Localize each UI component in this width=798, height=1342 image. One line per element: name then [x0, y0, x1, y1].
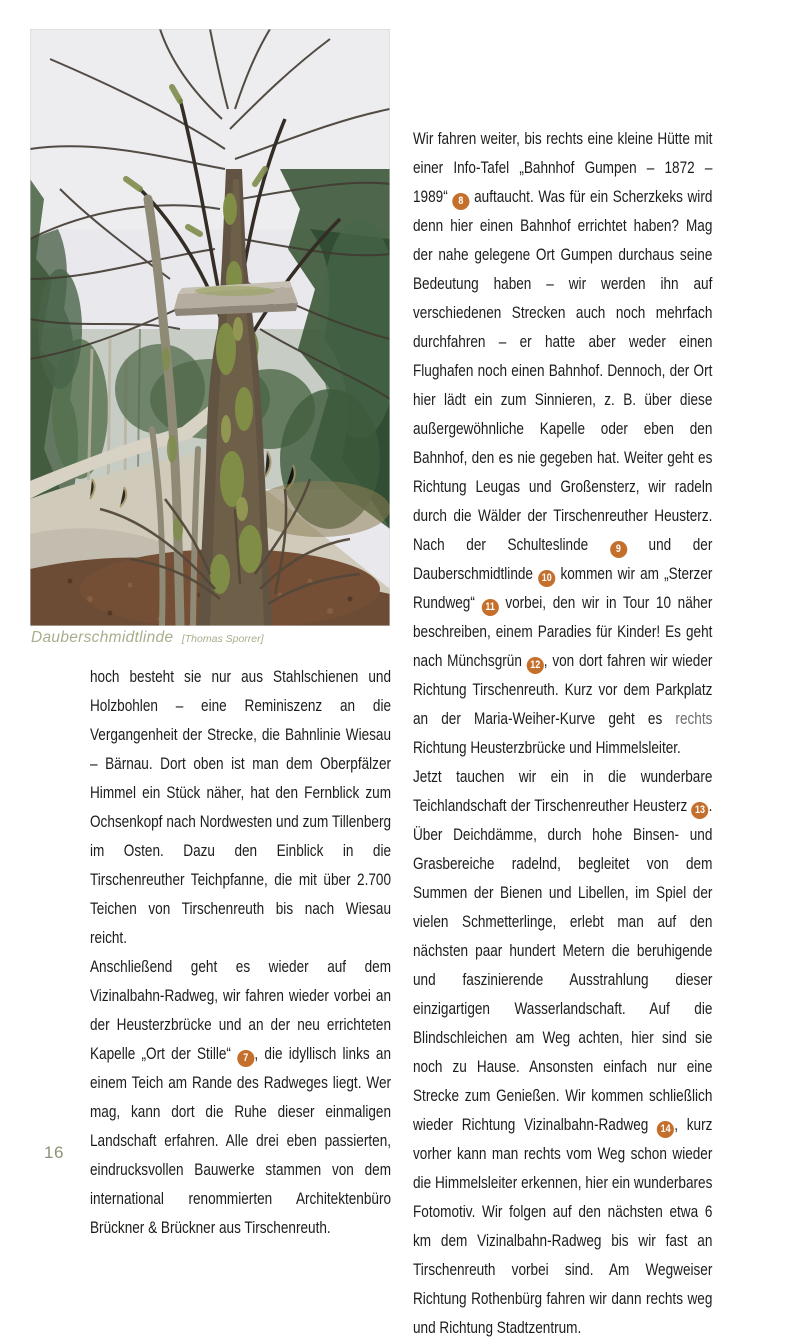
route-marker-14: 14 [657, 1121, 674, 1138]
text-column-right [413, 124, 712, 1342]
route-marker-9: 9 [610, 541, 627, 558]
route-marker-13: 13 [691, 802, 708, 819]
paragraph [90, 952, 391, 1242]
page-number: 16 [44, 1143, 64, 1162]
text-run: , kurz vorher kann man rechts vom Weg schon wieder die Himmelsleiter erkennen, hier ein wunderbares Fotomotiv. Wir folgen auf den nächsten etwa 6 km dem Vizinalbahn-Radweg bis wir fast an Tirschenreuth vorbei sind. Am Wegweiser Richtung Rothenbürg fahren wir dann rechts weg und Richtung Stadtzentrum. [413, 1115, 713, 1337]
route-marker-10: 10 [538, 570, 555, 587]
route-marker-12: 12 [527, 657, 544, 674]
text-run: Wir fahren weiter, bis rechts eine kleine Hütte mit einer Info-Tafel „Bahnhof Gumpen – 1872 – 1989“ [413, 129, 713, 206]
text-run: vorbei, den wir in Tour 10 näher beschreiben, einem Paradies für Kinder! Es geht nach Münchsgrün [413, 593, 713, 670]
text-run: Richtung Heusterzbrücke und Himmelsleiter. [413, 738, 681, 757]
caption-credit: [Thomas Sporrer] [181, 633, 264, 645]
photo-caption [31, 629, 389, 647]
text-run: , von dort fahren wir wieder Richtung Tirschenreuth. Kurz vor dem Parkplatz an der Maria-Weiher-Kurve geht es [413, 651, 713, 728]
text-run: . Über Deichdämme, durch hohe Binsen- und Grasbereiche radelnd, begleitet von dem Summen der Bienen und Libellen, im Spiel der vielen Schmetterlinge, erlebt man auf den nächsten paar hundert Metern die beruhigende und faszinierende Ausstrahlung dieser einzigartigen Wasserlandschaft. Auf die Blindschleichen am Weg achten, hier sind sie noch zu Hause. Ansonsten einfach nur eine Strecke zum Genießen. Wir kommen schließlich wieder Richtung Vizinalbahn-Radweg [413, 796, 713, 1134]
text-run-light: rechts [675, 709, 713, 728]
text-run: kommen wir am „Sterzer Rundweg“ [413, 564, 713, 612]
text-run: Anschließend geht es wieder auf dem Vizinalbahn-Radweg, wir fahren wieder vorbei an der Heusterzbrücke und an der neu errichteten Kapelle „Ort der Stille“ [90, 957, 392, 1063]
route-marker-11: 11 [482, 599, 499, 616]
dauberschmidtlinde-photo [30, 29, 390, 626]
paragraph [413, 124, 712, 762]
text-run: hoch besteht sie nur aus Stahlschienen und Holzbohlen – eine Reminiszenz an die Vergangenheit der Strecke, die Bahnlinie Wiesau – Bärnau. Dort oben ist man dem Oberpfälzer Himmel ein Stück näher, hat den Fernblick zum Ochsenkopf nach Nordwesten und zum Tillenberg im Osten. Dazu den Einblick in die Tirschenreuther Teichpfanne, die mit über 2.700 Teichen von Tirschenreuth bis nach Wiesau reicht. [90, 667, 392, 947]
text-run: und der Dauberschmidtlinde [413, 535, 713, 583]
paragraph [90, 662, 391, 952]
route-marker-7: 7 [237, 1050, 254, 1067]
text-run: , die idyllisch links an einem Teich am Rande des Radweges liegt. Wer mag, kann dort die Ruhe dieser einmaligen Landschaft erfahren. Alle drei eben passierten, eindrucksvollen Bauwerke stammen von dem international renommierten Architektenbüro Brückner & Brückner aus Tirschenreuth. [90, 1044, 392, 1237]
paragraph [413, 762, 712, 1342]
text-column-left [90, 662, 391, 1242]
caption-title: Dauberschmidtlinde [31, 629, 174, 646]
tree-photo-illustration [30, 29, 390, 626]
route-marker-8: 8 [452, 193, 469, 210]
text-run: Jetzt tauchen wir ein in die wunderbare Teichlandschaft der Tirschenreuther Heusterz [413, 767, 713, 815]
text-run: auftaucht. Was für ein Scherzkeks wird denn hier einen Bahnhof errichtet haben? Mag der nahe gelegene Ort Gumpen durchaus seine Bedeutung haben – wir werden ihn auf verschiedenen Strecken auch noch mehrfach durchfahren – er hatte aber weder einen Flughafen noch einen Bahnhof. Dennoch, der Ort hier lädt ein zum Sinnieren, z. B. über diese außergewöhnliche Kapelle oder eben den Bahnhof, den es nie gegeben hat. Weiter geht es Richtung Leugas und Großensterz, wir radeln durch die Wälder der Tirschenreuther Heusterz. Nach der Schulteslinde [413, 187, 713, 554]
